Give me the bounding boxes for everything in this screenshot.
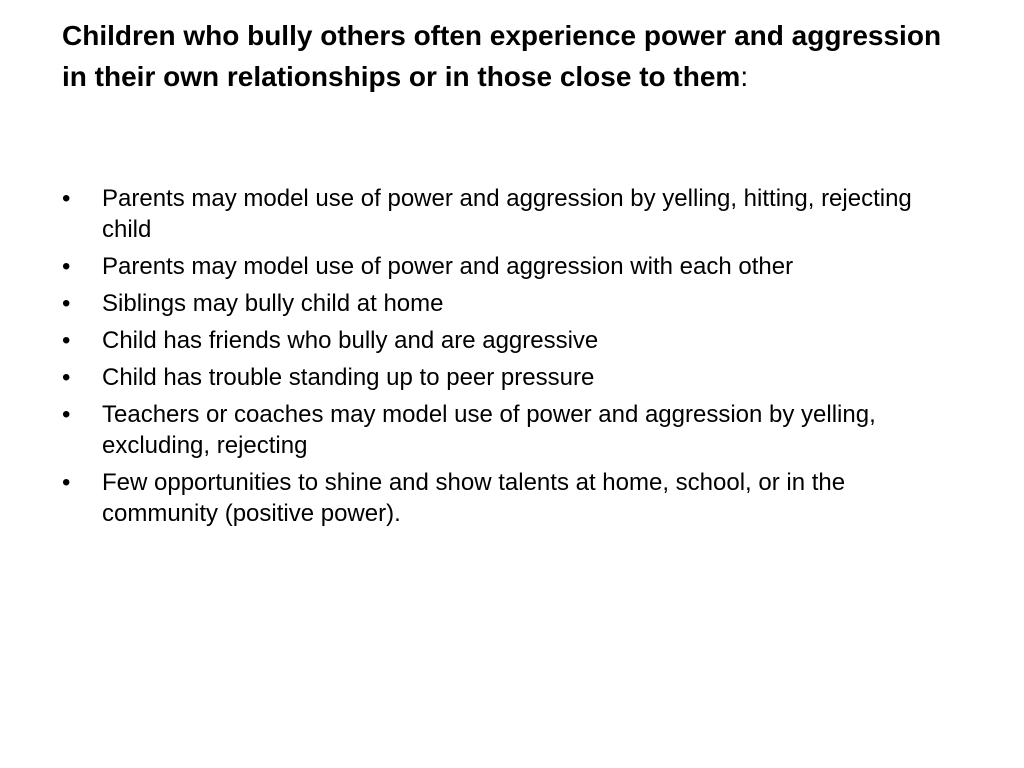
bullet-item xyxy=(62,288,962,319)
bullet-text: Siblings may bully child at home xyxy=(102,290,444,317)
bullet-marker: • xyxy=(62,364,71,391)
bullet-text: Parents may model use of power and aggression with each other xyxy=(102,253,794,280)
bullet-marker: • xyxy=(62,327,71,354)
bullet-item xyxy=(62,251,962,282)
bullet-marker: • xyxy=(62,253,71,280)
bullet-marker: • xyxy=(62,401,71,428)
bullet-text: Few opportunities to shine and show talents at home, school, or in the community (positive power). xyxy=(102,469,846,527)
bullet-item xyxy=(62,399,962,461)
bullet-text: Parents may model use of power and aggression by yelling, hitting, rejecting child xyxy=(102,185,912,243)
bullet-text: Teachers or coaches may model use of power and aggression by yelling, excluding, rejecting xyxy=(102,401,876,459)
bullet-marker: • xyxy=(62,290,71,317)
bullet-item xyxy=(62,183,962,245)
bullet-item xyxy=(62,325,962,356)
bullet-marker: • xyxy=(62,185,71,212)
bullet-text: Child has friends who bully and are aggressive xyxy=(102,327,599,354)
bullet-text: Child has trouble standing up to peer pressure xyxy=(102,364,595,391)
slide-title-colon: : xyxy=(740,61,749,92)
slide-title-text: Children who bully others often experience power and aggression in their own relationships or in those close to them xyxy=(62,20,942,92)
slide-title xyxy=(62,15,962,97)
bullet-item xyxy=(62,467,962,529)
bullet-item xyxy=(62,362,962,393)
bullet-marker: • xyxy=(62,469,71,496)
bullet-list xyxy=(62,183,962,535)
